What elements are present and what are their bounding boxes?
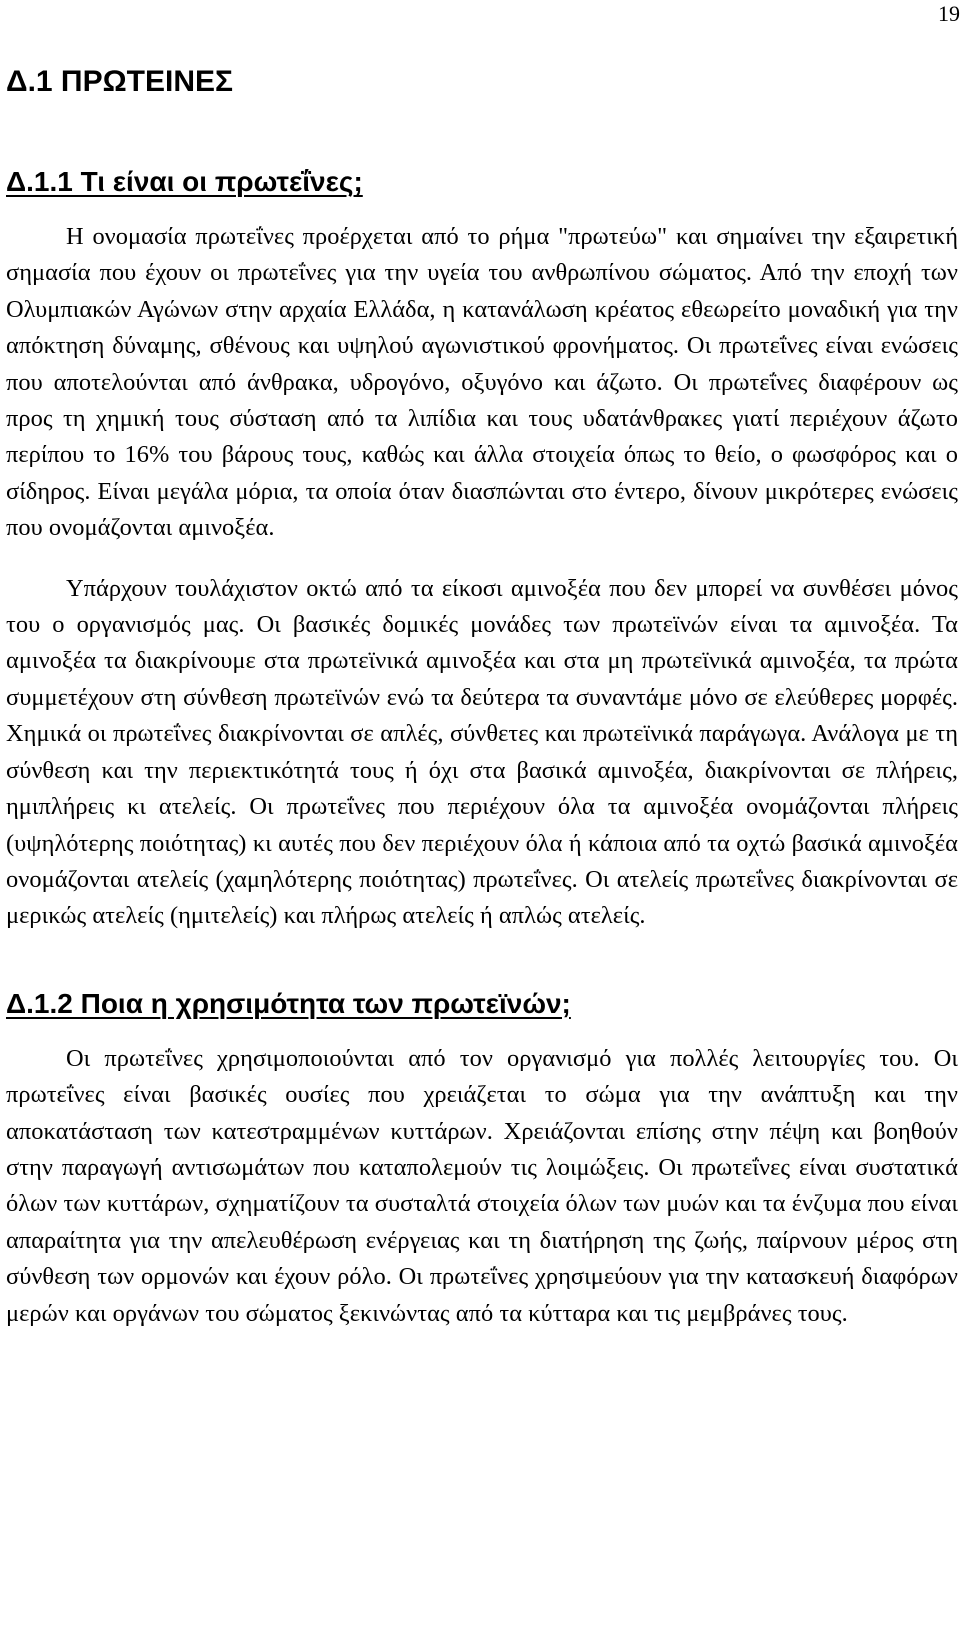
section-title: Δ.1 ΠΡΩΤΕΙΝΕΣ (6, 65, 233, 98)
document-body (6, 62, 958, 1332)
paragraph: Οι πρωτεΐνες χρησιμοποιούνται από τον οργανισμό για πολλές λειτουργίες του. Οι πρωτεΐνες είναι βασικές ουσίες που χρειάζεται το σώμα για την ανάπτυξη και την αποκατάσταση των κατεστραμμένων κυττάρων. Χρειάζονται επίσης στην πέψη και βοηθούν στην παραγωγή αντισωμάτων που καταπολεμούν τις λοιμώξεις. Οι πρωτεΐνες είναι συστατικά όλων των κυττάρων, σχηματίζουν τα συσταλτά στοιχεία όλων των μυών και τα ένζυμα που είναι απαραίτητα για την απελευθέρωση ενέργειας και τη διατήρηση της ζωής, παίρνουν μέρος στη σύνθεση των ορμονών και έχουν ρόλο. Οι πρωτεΐνες χρησιμεύουν για την κατασκευή διαφόρων μερών και οργάνων του σώματος ξεκινώντας από τα κύτταρα και τις μεμβράνες τους. (6, 1044, 958, 1327)
subsection-title-1: Δ.1.1 Τι είναι οι πρωτεΐνες; (6, 166, 363, 197)
paragraph: Η ονομασία πρωτεΐνες προέρχεται από το ρήμα "πρωτεύω" και σημαίνει την εξαιρετική σημασία που έχουν οι πρωτεΐνες για την υγεία του ανθρωπίνου σώματος. Από την εποχή των Ολυμπιακών Αγώνων στην αρχαία Ελλάδα, η κατανάλωση κρέατος εθεωρείτο μοναδική για την απόκτηση δύναμης, σθένους και υψηλού αγωνιστικού φρονήματος. Οι πρωτεΐνες είναι ενώσεις που αποτελούνται από άνθρακα, υδρογόνο, οξυγόνο και άζωτο. Οι πρωτεΐνες διαφέρουν ως προς τη χημική τους σύσταση από τα λιπίδια και τους υδατάνθρακες γιατί περιέχουν άζωτο περίπου το 16% του βάρους τους, καθώς και άλλα στοιχεία όπως το θείο, ο φωσφόρος και ο σίδηρος. Είναι μεγάλα μόρια, τα οποία όταν διασπώνται στο έντερο, δίνουν μικρότερες ενώσεις που ονομάζονται αμινοξέα. (6, 223, 958, 542)
page-number: 19 (938, 1, 960, 26)
paragraph: Υπάρχουν τουλάχιστον οκτώ από τα είκοσι αμινοξέα που δεν μπορεί να συνθέσει μόνος του ο οργανισμός μας. Οι βασικές δομικές μονάδες των πρωτεϊνών είναι τα αμινοξέα. Τα αμινοξέα τα διακρίνουμε στα πρωτεϊνικά αμινοξέα και στα μη πρωτεϊνικά αμινοξέα, τα πρώτα συμμετέχουν στη σύνθεση πρωτεϊνών ενώ τα δεύτερα τα συναντάμε μόνο σε ελεύθερες μορφές. Χημικά οι πρωτεΐνες διακρίνονται σε απλές, σύνθετες και πρωτεϊνικά παράγωγα. Ανάλογα με τη σύνθεση και την περιεκτικότητά τους ή όχι στα βασικά αμινοξέα, διακρίνονται σε πλήρεις, ημιπλήρεις κι ατελείς. Οι πρωτεΐνες που περιέχουν όλα τα αμινοξέα ονομάζονται πλήρεις (υψηλότερης ποιότητας) κι αυτές που δεν περιέχουν όλα ή κάποια από τα οχτώ βασικά αμινοξέα ονομάζονται ατελείς (χαμηλότερης ποιότητας) πρωτεΐνες. Οι ατελείς πρωτεΐνες διακρίνονται σε μερικώς ατελείς (ημιτελείς) και πλήρως ατελείς ή απλώς ατελείς. (6, 574, 958, 930)
subsection-title-2: Δ.1.2 Ποια η χρησιμότητα των πρωτεϊνών; (6, 987, 571, 1019)
